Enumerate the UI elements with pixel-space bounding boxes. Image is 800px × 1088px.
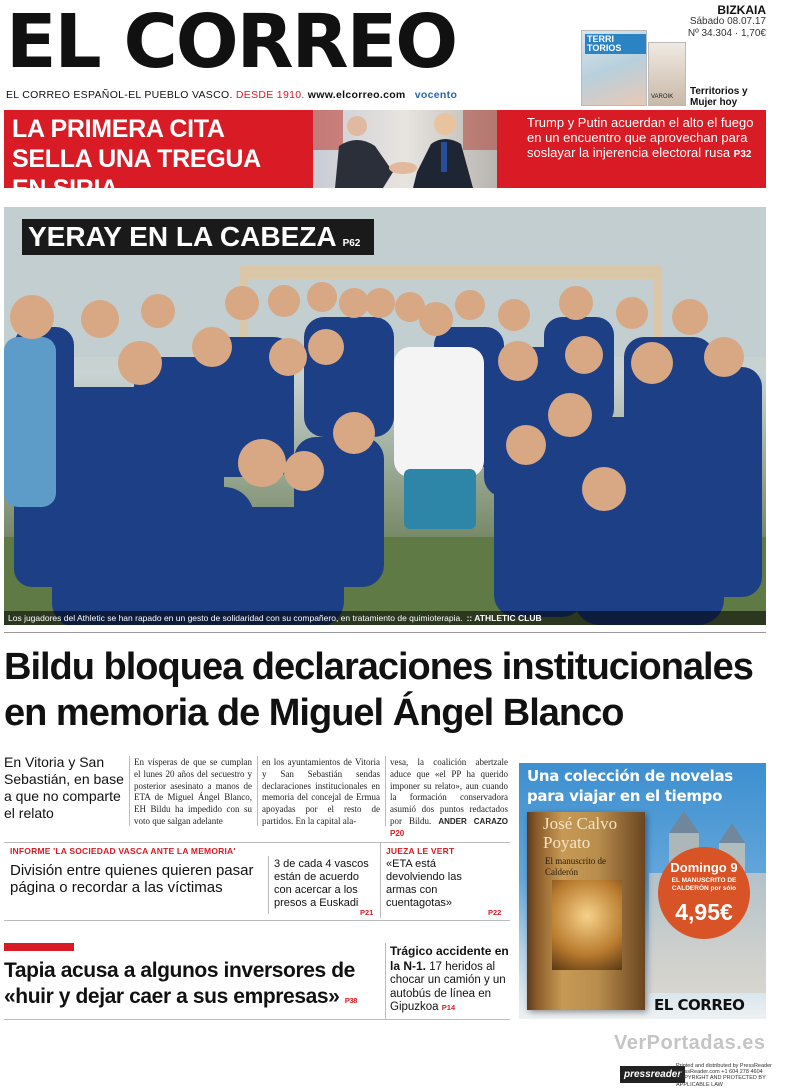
box1-page: P21 bbox=[360, 908, 374, 917]
handshake-illustration bbox=[313, 110, 497, 188]
column-divider bbox=[129, 756, 130, 826]
promo-headline: Una colección de novelas para viajar en el tiempo bbox=[527, 767, 733, 805]
divider-rule bbox=[4, 632, 766, 633]
accident-title: Trágico accidente en la N-1. bbox=[390, 944, 509, 973]
column-divider bbox=[385, 756, 386, 826]
banner-photo-trump-putin bbox=[313, 110, 497, 188]
byline-author: ANDER CARAZO bbox=[438, 816, 508, 826]
masthead-tagline bbox=[6, 89, 457, 101]
accident-brief[interactable] bbox=[390, 945, 510, 1015]
photo-label-text: YERAY EN LA CABEZA bbox=[28, 221, 337, 252]
edition-issue-price: Nº 34.304 · 1,70€ bbox=[687, 28, 766, 39]
edition-date: Sábado 08.07.17 bbox=[689, 16, 766, 27]
box1-side-text[interactable]: 3 de cada 4 vascos están de acuerdo con acercar a los presos a Euskadi bbox=[274, 858, 369, 909]
pressreader-notice: Printed and distributed by PressReader PressReader.com +1 604 278 4604 COPYRIGHT AND PROTECTED BY APPLICABLE LAW bbox=[676, 1063, 772, 1088]
box-bottom-rule bbox=[4, 920, 510, 921]
price-badge bbox=[658, 847, 750, 939]
vocento-logo: vocento bbox=[414, 89, 458, 101]
badge-price: 4,95€ bbox=[675, 899, 733, 925]
book-title: El manuscrito de Calderón bbox=[545, 856, 606, 877]
team-photo-illustration bbox=[4, 207, 766, 625]
box1-text[interactable]: División entre quienes quieren pasar página o recordar a las víctimas bbox=[10, 862, 254, 896]
box1-kicker: INFORME 'LA SOCIEDAD VASCA ANTE LA MEMORIA' bbox=[10, 846, 236, 856]
tagline-founded: DESDE 1910. bbox=[235, 89, 305, 101]
masthead-logo[interactable]: EL CORREO bbox=[6, 0, 457, 85]
book-author: José Calvo Poyato bbox=[543, 814, 618, 852]
section-red-bar bbox=[4, 943, 74, 951]
watermark: VerPortadas.es bbox=[614, 1032, 766, 1054]
pressreader-logo[interactable]: pressreader bbox=[620, 1066, 685, 1083]
accident-text: 17 heridos al chocar un camión y un autobús de línea en Gipuzkoa bbox=[390, 960, 506, 1013]
supplement-thumbnail-2[interactable] bbox=[648, 42, 686, 106]
book-cover-art bbox=[552, 880, 622, 970]
main-headline[interactable]: Bildu bloquea declaraciones institucionales en memoria de Miguel Ángel Blanco bbox=[4, 646, 753, 734]
main-story-column-3 bbox=[390, 757, 508, 840]
column-divider bbox=[385, 943, 386, 1019]
banner-subtext-body: Trump y Putin acuerdan el alto el fuego en un encuentro que aprovechan para soslayar la injerencia electoral rusa bbox=[527, 115, 754, 160]
edition-info bbox=[688, 4, 766, 40]
supplement-thumb2-title: VAROIK bbox=[651, 94, 674, 100]
photo-label[interactable] bbox=[22, 219, 374, 255]
main-story-column-2: en los ayuntamientos de Vitoria y San Sebastián sendas declaraciones institucionales en memoria del concejal de Ermua apoyadas por el resto de partidos. En la capital ala- bbox=[262, 757, 380, 826]
main-photo-athletic-team[interactable] bbox=[4, 207, 766, 625]
box-divider bbox=[380, 842, 381, 918]
badge-text: EL MANUSCRITO DE CALDERÓN por sólo bbox=[671, 877, 737, 892]
supplement-thumb-title: TERRI TORIOS bbox=[585, 34, 646, 54]
column-divider bbox=[257, 756, 258, 826]
badge-day: Domingo 9 bbox=[670, 860, 738, 875]
banner-subtext[interactable] bbox=[527, 115, 757, 162]
tapia-page: P38 bbox=[344, 996, 358, 1005]
promo-brand-logo: EL CORREO bbox=[654, 996, 745, 1014]
box2-text[interactable]: «ETA está devolviendo las armas con cuentagotas» bbox=[386, 858, 462, 909]
bottom-rule bbox=[4, 1019, 510, 1020]
photo-caption bbox=[4, 611, 766, 625]
photo-credit: :: ATHLETIC CLUB bbox=[466, 613, 542, 623]
main-story-lead: En Vitoria y San Sebastián, en base a que no comparte el relato bbox=[4, 754, 124, 821]
main-story-column-1: En vísperas de que se cumplan el lunes 20 años del secuestro y posterior asesinato a manos de ETA de Miguel Ángel Blanco, EH Bildu ha impedido con su voto que salgan adelante bbox=[134, 757, 252, 826]
supplement-label[interactable]: Territorios y Mujer hoy bbox=[690, 86, 748, 108]
main-story-column-3-text: vesa, la coalición abertzale aduce que «el PP ha querido imponer su relato», aun cuando la formación conservadora asumió dos puntos redactados por Bildu. bbox=[390, 757, 508, 826]
banner-page-ref: P32 bbox=[733, 149, 752, 160]
tagline-text: EL CORREO ESPAÑOL-EL PUEBLO VASCO. bbox=[6, 89, 233, 101]
edition-region: BIZKAIA bbox=[717, 3, 766, 17]
photo-caption-text: Los jugadores del Athletic se han rapado en un gesto de solidaridad con su compañero, en tratamiento de quimioterapia. bbox=[8, 613, 463, 623]
byline-page: P20 bbox=[390, 828, 405, 838]
box-divider bbox=[268, 856, 269, 914]
banner-headline[interactable]: LA PRIMERA CITA SELLA UNA TREGUA EN SIRIA bbox=[12, 115, 260, 203]
box-top-rule bbox=[4, 842, 510, 843]
tapia-headline[interactable] bbox=[4, 958, 384, 1014]
supplement-thumbnail[interactable] bbox=[581, 30, 647, 106]
website-link[interactable]: www.elcorreo.com bbox=[307, 89, 406, 101]
tapia-headline-text: Tapia acusa a algunos inversores de «huir y dejar caer a sus empresas» bbox=[4, 959, 355, 1008]
accident-page: P14 bbox=[441, 1003, 456, 1012]
box2-kicker: JUEZA LE VERT bbox=[386, 846, 455, 856]
photo-label-page: P62 bbox=[342, 238, 361, 249]
box2-page: P22 bbox=[488, 908, 502, 917]
